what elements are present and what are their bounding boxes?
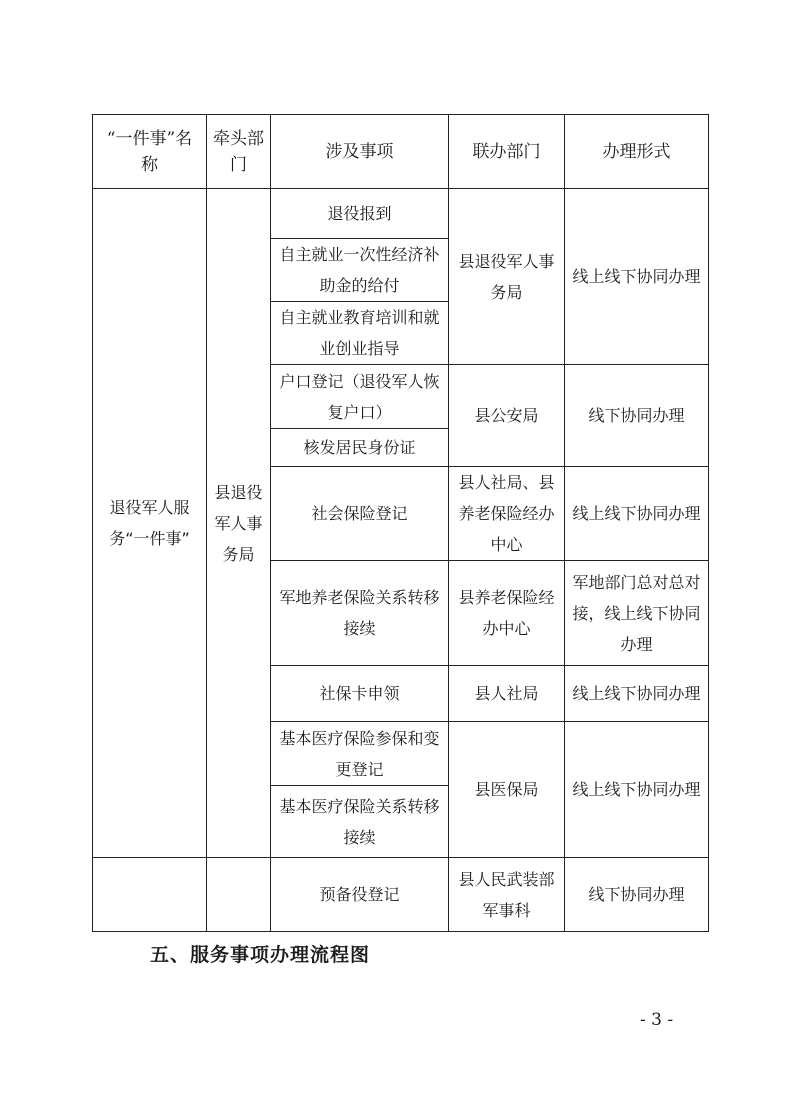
group-name-cell: 退役军人服务“一件事”: [93, 189, 207, 858]
item-cell: 户口登记（退役军人恢复户口）: [271, 365, 449, 429]
joint-dept-cell: 县人社局、县养老保险经办中心: [449, 467, 565, 561]
header-name: “一件事”名称: [93, 115, 207, 189]
lead-dept-cell: 县退役军人事务局: [207, 189, 271, 858]
header-joint-dept: 联办部门: [449, 115, 565, 189]
joint-dept-cell: 县养老保险经办中心: [449, 561, 565, 666]
header-mode: 办理形式: [565, 115, 709, 189]
item-cell: 自主就业一次性经济补助金的给付: [271, 239, 449, 302]
item-cell: 基本医疗保险参保和变更登记: [271, 722, 449, 786]
mode-cell: 线下协同办理: [565, 365, 709, 467]
item-cell: 社会保险登记: [271, 467, 449, 561]
item-cell: 社保卡申领: [271, 666, 449, 722]
mode-cell: 军地部门总对总对接，线上线下协同办理: [565, 561, 709, 666]
header-lead-dept: 牵头部门: [207, 115, 271, 189]
joint-dept-cell: 县退役军人事务局: [449, 189, 565, 365]
item-cell: 核发居民身份证: [271, 429, 449, 467]
empty-cell: [93, 858, 207, 932]
header-row: [93, 115, 709, 189]
mode-cell: 线上线下协同办理: [565, 467, 709, 561]
joint-dept-cell: 县人社局: [449, 666, 565, 722]
empty-cell: [207, 858, 271, 932]
mode-cell: 线上线下协同办理: [565, 189, 709, 365]
item-cell: 军地养老保险关系转移接续: [271, 561, 449, 666]
joint-dept-cell: 县医保局: [449, 722, 565, 858]
joint-dept-cell: 县公安局: [449, 365, 565, 467]
section-heading: 五、服务事项办理流程图: [150, 944, 371, 966]
table-row: [93, 858, 709, 932]
header-items: 涉及事项: [271, 115, 449, 189]
item-cell: 自主就业教育培训和就业创业指导: [271, 302, 449, 365]
mode-cell: 线上线下协同办理: [565, 722, 709, 858]
item-cell: 退役报到: [271, 189, 449, 239]
item-cell: 预备役登记: [271, 858, 449, 932]
page-number: - 3 -: [640, 1010, 674, 1030]
mode-cell: 线上线下协同办理: [565, 666, 709, 722]
table-row: [93, 189, 709, 239]
service-table: [92, 114, 709, 932]
mode-cell: 线下协同办理: [565, 858, 709, 932]
item-cell: 基本医疗保险关系转移接续: [271, 786, 449, 858]
joint-dept-cell: 县人民武装部军事科: [449, 858, 565, 932]
